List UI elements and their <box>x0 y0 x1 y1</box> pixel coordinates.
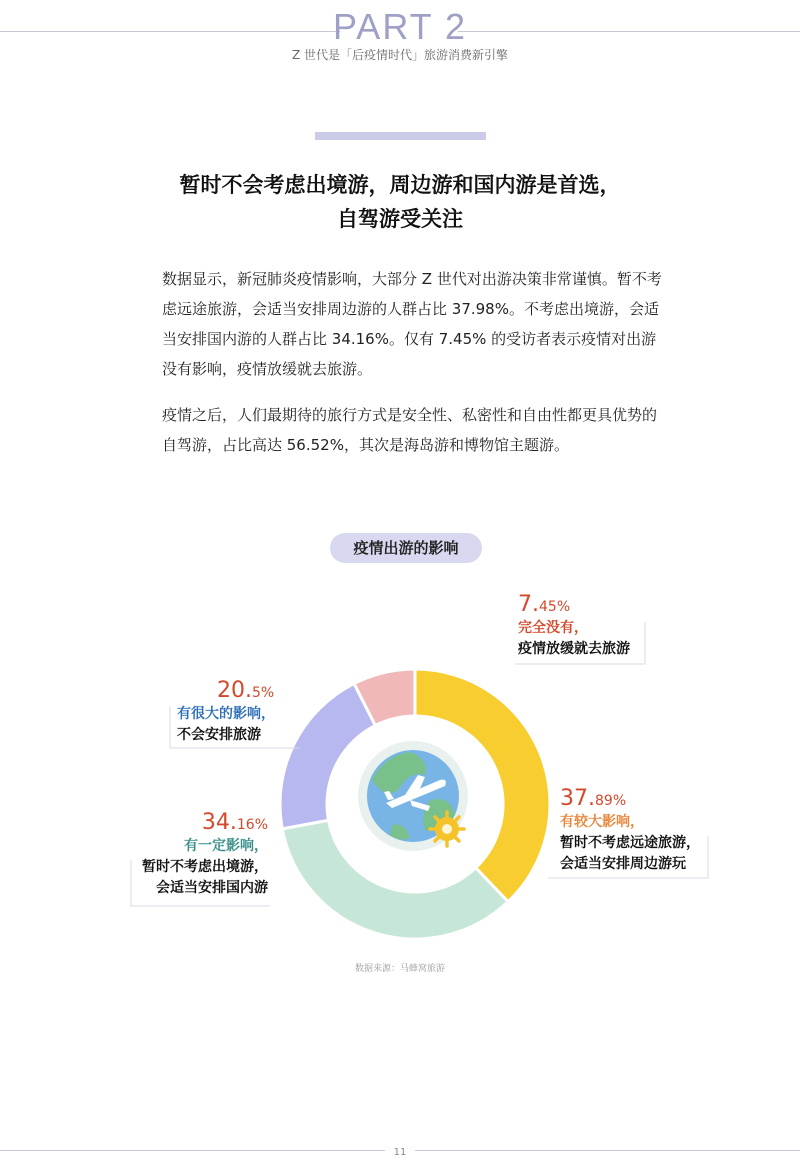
pct-20-5: 20.5% <box>217 678 275 703</box>
label-37-89-line1: 有较大影响， <box>560 814 644 830</box>
label-7-45-line1: 完全没有， <box>518 620 588 636</box>
page-number: 11 <box>393 1147 407 1158</box>
paragraph-2: 疫情之后，人们最期待的旅行方式是安全性、私密性和自由性都更具优势的自驾游，占比高达 56.52%，其次是海岛游和博物馆主题游。 <box>162 406 658 454</box>
heading-line-2: 自驾游受关注 <box>337 207 463 231</box>
label-34-16-line1: 有一定影响， <box>184 838 268 854</box>
label-34-16-line2: 暂时不考虑出境游， <box>142 859 268 875</box>
label-37-89 <box>560 788 700 875</box>
part-title: PART 2 <box>332 6 468 47</box>
part-subtitle: Z 世代是「后疫情时代」旅游消费新引擎 <box>291 48 509 62</box>
heading-line-1: 暂时不会考虑出境游，周边游和国内游是首选， <box>179 173 621 197</box>
label-20-5 <box>177 680 275 746</box>
chart-title: 疫情出游的影响 <box>330 533 482 563</box>
label-37-89-line3: 会适当安排周边游玩 <box>560 856 686 872</box>
label-34-16-line3: 会适当安排国内游 <box>156 880 268 896</box>
pct-7-45: 7.45% <box>518 592 571 617</box>
pct-34-16: 34.16% <box>201 810 268 835</box>
label-7-45-line2: 疫情放缓就去旅游 <box>518 641 630 657</box>
label-34-16 <box>140 812 268 899</box>
paragraph-1: 数据显示，新冠肺炎疫情影响，大部分 Z 世代对出游决策非常谨慎。暂不考虑远途旅游，会适当安排周边游的人群占比 37.98%。不考虑出境游，会适当安排国内游的人群占比 34.16%。仅有 7.45% 的受访者表示疫情对出游没有影响，疫情放缓就去旅游。 <box>162 270 662 378</box>
pct-37-89: 37.89% <box>560 786 627 811</box>
globe-plane-icon <box>358 741 468 851</box>
label-20-5-line1: 有很大的影响， <box>177 706 275 722</box>
label-7-45 <box>518 594 630 660</box>
data-source: 数据来源：马蜂窝旅游 <box>354 964 445 974</box>
label-37-89-line2: 暂时不考虑远途旅游， <box>560 835 700 851</box>
label-20-5-line2: 不会安排旅游 <box>177 727 261 743</box>
